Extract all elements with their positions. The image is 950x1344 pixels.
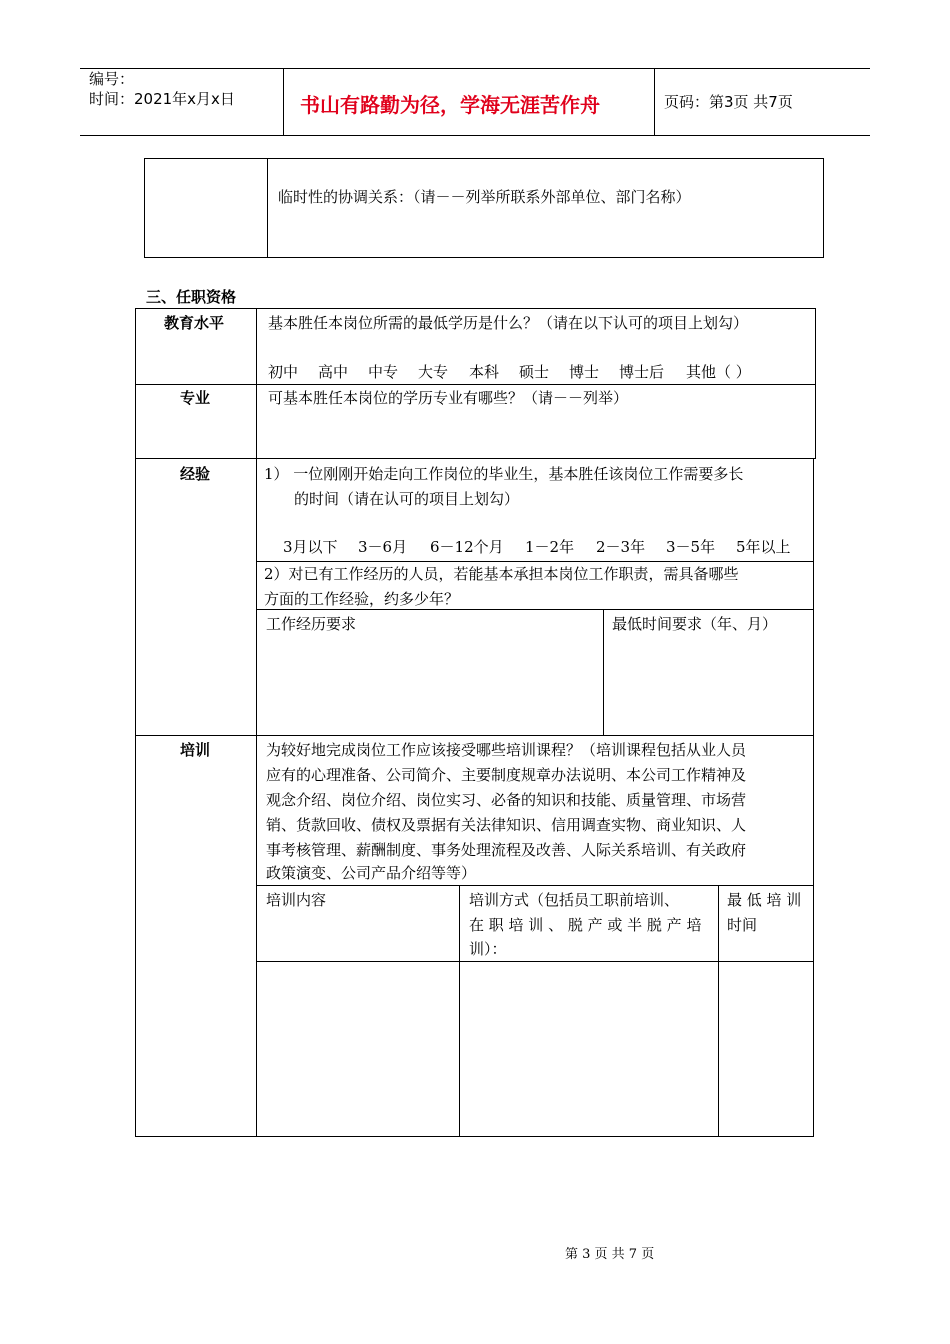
- row-divider-education: [135, 384, 816, 385]
- exp-table-divider: [603, 609, 604, 736]
- education-option-4: 大专: [418, 363, 449, 381]
- table-right-border-upper: [815, 308, 816, 458]
- experience-option-6: 3－5年: [666, 538, 716, 556]
- motto: 书山有路勤为径，学海无涯苦作舟: [300, 93, 600, 117]
- header-divider-1: [283, 68, 284, 136]
- experience-option-7: 5年以上: [736, 538, 791, 556]
- education-option-6: 硕士: [519, 363, 550, 381]
- coordination-box-divider: [267, 158, 268, 258]
- training-col-method-line-2: 在 职 培 训 、 脱 产 或 半 脱 产 培: [469, 916, 702, 934]
- header-bottom-rule: [80, 135, 870, 136]
- experience-label: 经验: [180, 465, 211, 483]
- experience-q2-line1: 2）对已有工作经历的人员，若能基本承担本岗位工作职责，需具备哪些: [264, 565, 739, 583]
- training-question-divider: [256, 885, 814, 886]
- training-col-method-line-3: 训）：: [469, 940, 507, 958]
- training-col-method-line-1: 培训方式（包括员工职前培训、: [469, 891, 680, 909]
- training-divider-2: [718, 885, 719, 1137]
- training-col-time-line-2: 时间: [727, 916, 758, 934]
- exp-col-min-time: 最低时间要求（年、月）: [612, 615, 778, 633]
- training-question-line-5: 事考核管理、薪酬制度、事务处理流程及改善、人际关系培训、有关政府: [266, 841, 747, 859]
- training-question-line-1: 为较好地完成岗位工作应该接受哪些培训课程？（培训课程包括从业人员: [266, 741, 747, 759]
- table-left-border: [135, 308, 136, 1137]
- education-option-5: 本科: [469, 363, 500, 381]
- training-question-line-4: 销、货款回收、债权及票据有关法律知识、信用调查实物、商业知识、人: [266, 816, 747, 834]
- training-question-line-2: 应有的心理准备、公司简介、主要制度规章办法说明、本公司工作精神及: [266, 766, 747, 784]
- section-title: 三、任职资格: [146, 288, 237, 306]
- education-option-2: 高中: [318, 363, 349, 381]
- experience-option-5: 2－3年: [596, 538, 646, 556]
- header-divider-2: [654, 68, 655, 136]
- experience-option-1: 3月以下: [283, 538, 338, 556]
- education-option-1: 初中: [268, 363, 299, 381]
- experience-option-2: 3－6月: [358, 538, 408, 556]
- experience-option-4: 1－2年: [525, 538, 575, 556]
- education-option-3: 中专: [368, 363, 399, 381]
- table-label-divider: [256, 308, 257, 1137]
- training-label: 培训: [180, 741, 211, 759]
- experience-q1-line1: 1） 一位刚刚开始走向工作岗位的毕业生，基本胜任该岗位工作需要多长: [264, 465, 744, 483]
- coordination-text: 临时性的协调关系：（请－－列举所联系外部单位、部门名称）: [278, 188, 691, 206]
- major-label: 专业: [180, 389, 211, 407]
- education-option-8: 博士后: [619, 363, 665, 381]
- experience-q2-line2: 方面的工作经验，约多少年？: [264, 590, 460, 608]
- experience-q1-line2: 的时间（请在认可的项目上划勾）: [294, 490, 520, 508]
- education-question: 基本胜任本岗位所需的最低学历是什么？（请在以下认可的项目上划勾）: [268, 314, 749, 332]
- time-label: 时间：2021年x月x日: [89, 90, 235, 108]
- row-divider-major: [135, 458, 816, 459]
- page-label: 页码：第3页 共7页: [664, 93, 793, 111]
- number-label: 编号：: [89, 70, 135, 88]
- training-col-content: 培训内容: [266, 891, 327, 909]
- education-label: 教育水平: [164, 314, 225, 332]
- header-top-rule: [80, 68, 870, 69]
- row-divider-experience: [135, 735, 814, 736]
- exp-q1-divider: [256, 561, 814, 562]
- exp-q2-divider: [256, 609, 814, 610]
- training-col-time-line-1: 最 低 培 训: [727, 891, 802, 909]
- exp-col-requirement: 工作经历要求: [266, 615, 357, 633]
- table-top-border: [135, 308, 816, 309]
- training-divider-1: [459, 885, 460, 1137]
- training-question-line-6: 政策演变、公司产品介绍等等）: [266, 864, 477, 882]
- table-right-border-lower: [813, 458, 814, 1137]
- training-question-line-3: 观念介绍、岗位介绍、岗位实习、必备的知识和技能、质量管理、市场营: [266, 791, 747, 809]
- major-question: 可基本胜任本岗位的学历专业有哪些？（请－－列举）: [268, 389, 629, 407]
- coordination-box: [144, 158, 824, 258]
- table-bottom-border: [135, 1136, 814, 1137]
- education-option-9: 其他（ ）: [686, 363, 751, 381]
- experience-option-3: 6－12个月: [430, 538, 504, 556]
- footer-page-number: 第 3 页 共 7 页: [565, 1247, 655, 1262]
- education-option-7: 博士: [569, 363, 600, 381]
- training-header-divider: [256, 961, 814, 962]
